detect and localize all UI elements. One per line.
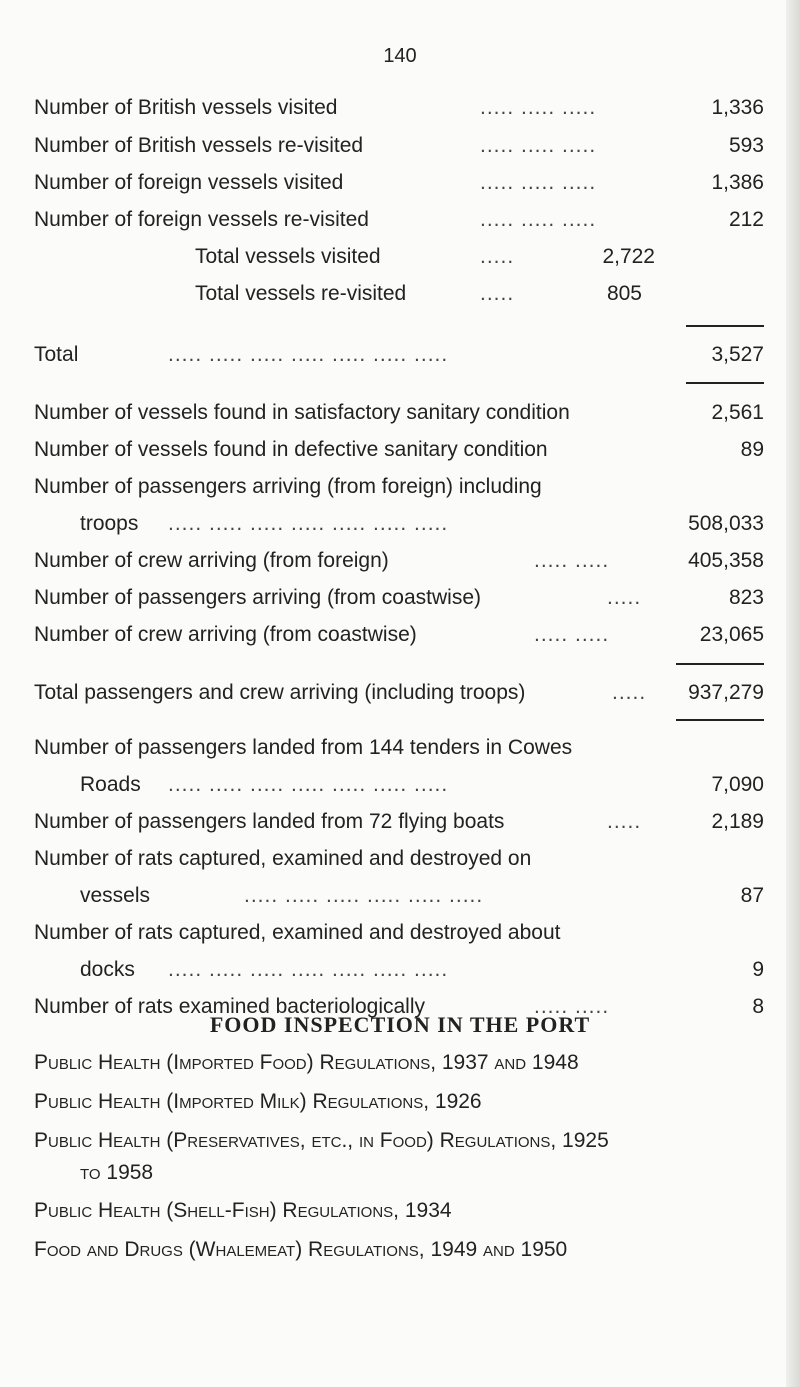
row-label: Number of crew arriving (from coastwise)	[34, 623, 417, 646]
page-number: 140	[383, 45, 417, 67]
leader-dots: .....	[607, 810, 642, 833]
leader-dots: ..... ..... ..... ..... ..... ..... .....	[168, 512, 449, 535]
row-value: 2,722	[602, 245, 655, 268]
regulation-item: Public Health (Imported Milk) Regulations, 1926	[34, 1090, 482, 1113]
total-rule	[686, 382, 764, 384]
row-value: 1,386	[711, 171, 764, 194]
sum-rule	[686, 325, 764, 327]
row-label: Number of foreign vessels re-visited	[34, 208, 369, 231]
row-label: Number of vessels found in satisfactory sanitary condition	[34, 401, 570, 424]
leader-dots: ..... .....	[534, 995, 610, 1018]
leader-dots: ..... ..... .....	[480, 96, 597, 119]
leader-dots: .....	[480, 245, 515, 268]
section-heading: FOOD INSPECTION IN THE PORT	[209, 1012, 591, 1037]
leader-dots: ..... ..... ..... ..... ..... ..... .....	[168, 343, 449, 366]
row-value: 2,561	[711, 401, 764, 424]
row-value: 23,065	[699, 623, 764, 646]
leader-dots: ..... ..... .....	[480, 171, 597, 194]
regulation-item: Food and Drugs (Whalemeat) Regulations, 1949 and 1950	[34, 1238, 568, 1261]
row-value: 3,527	[711, 343, 764, 366]
leader-dots: .....	[612, 681, 647, 704]
row-label: Number of British vessels visited	[34, 96, 338, 119]
row-value: 89	[740, 438, 764, 461]
page-edge-shadow	[786, 0, 800, 1387]
row-value: 823	[728, 586, 764, 609]
leader-dots: .....	[607, 586, 642, 609]
leader-dots: ..... ..... ..... ..... ..... ..... .....	[168, 958, 449, 981]
row-value: 508,033	[688, 512, 764, 535]
row-label: Number of passengers landed from 144 tenders in Cowes	[34, 736, 573, 759]
row-label: Number of crew arriving (from foreign)	[34, 549, 389, 572]
row-label: Number of rats captured, examined and destroyed on	[34, 847, 532, 870]
row-label: Total passengers and crew arriving (including troops)	[34, 681, 526, 704]
leader-dots: .....	[480, 282, 515, 305]
row-label: Total	[34, 343, 79, 366]
row-label: Total vessels re-visited	[195, 282, 407, 305]
row-value: 593	[728, 134, 764, 157]
regulation-item: Public Health (Shell-Fish) Regulations, 1934	[34, 1199, 452, 1222]
row-value: 2,189	[711, 810, 764, 833]
row-label: troops	[80, 512, 139, 535]
row-value: 8	[752, 995, 764, 1018]
leader-dots: ..... .....	[534, 549, 610, 572]
row-label: Number of passengers landed from 72 flying boats	[34, 810, 505, 833]
sum-rule	[676, 663, 764, 665]
row-value: 9	[752, 958, 764, 981]
row-label: vessels	[80, 884, 151, 907]
total-rule	[676, 719, 764, 721]
leader-dots: ..... ..... ..... ..... ..... ..... .....	[168, 773, 449, 796]
regulation-item: Public Health (Imported Food) Regulations, 1937 and 1948	[34, 1051, 579, 1074]
row-label: Number of rats captured, examined and destroyed about	[34, 921, 561, 944]
row-label: Number of passengers arriving (from coastwise)	[34, 586, 481, 609]
row-value: 212	[728, 208, 764, 231]
row-value: 937,279	[688, 681, 764, 704]
row-value: 7,090	[711, 773, 764, 796]
row-value: 87	[740, 884, 764, 907]
row-label: Number of British vessels re-visited	[34, 134, 364, 157]
row-label: Number of passengers arriving (from foreign) including	[34, 475, 542, 498]
row-label: Roads	[80, 773, 141, 796]
row-label: docks	[80, 958, 135, 981]
row-label: Number of rats examined bacteriologically	[34, 995, 426, 1018]
leader-dots: ..... .....	[534, 623, 610, 646]
row-value: 405,358	[688, 549, 764, 572]
regulation-item: to 1958	[80, 1161, 154, 1184]
row-label: Number of vessels found in defective sanitary condition	[34, 438, 548, 461]
leader-dots: ..... ..... .....	[480, 134, 597, 157]
leader-dots: ..... ..... ..... ..... ..... .....	[244, 884, 484, 907]
row-value: 1,336	[711, 96, 764, 119]
regulation-item: Public Health (Preservatives, etc., in Food) Regulations, 1925	[34, 1129, 609, 1152]
row-value: 805	[606, 282, 642, 305]
row-label: Total vessels visited	[195, 245, 381, 268]
row-label: Number of foreign vessels visited	[34, 171, 344, 194]
leader-dots: ..... ..... .....	[480, 208, 597, 231]
